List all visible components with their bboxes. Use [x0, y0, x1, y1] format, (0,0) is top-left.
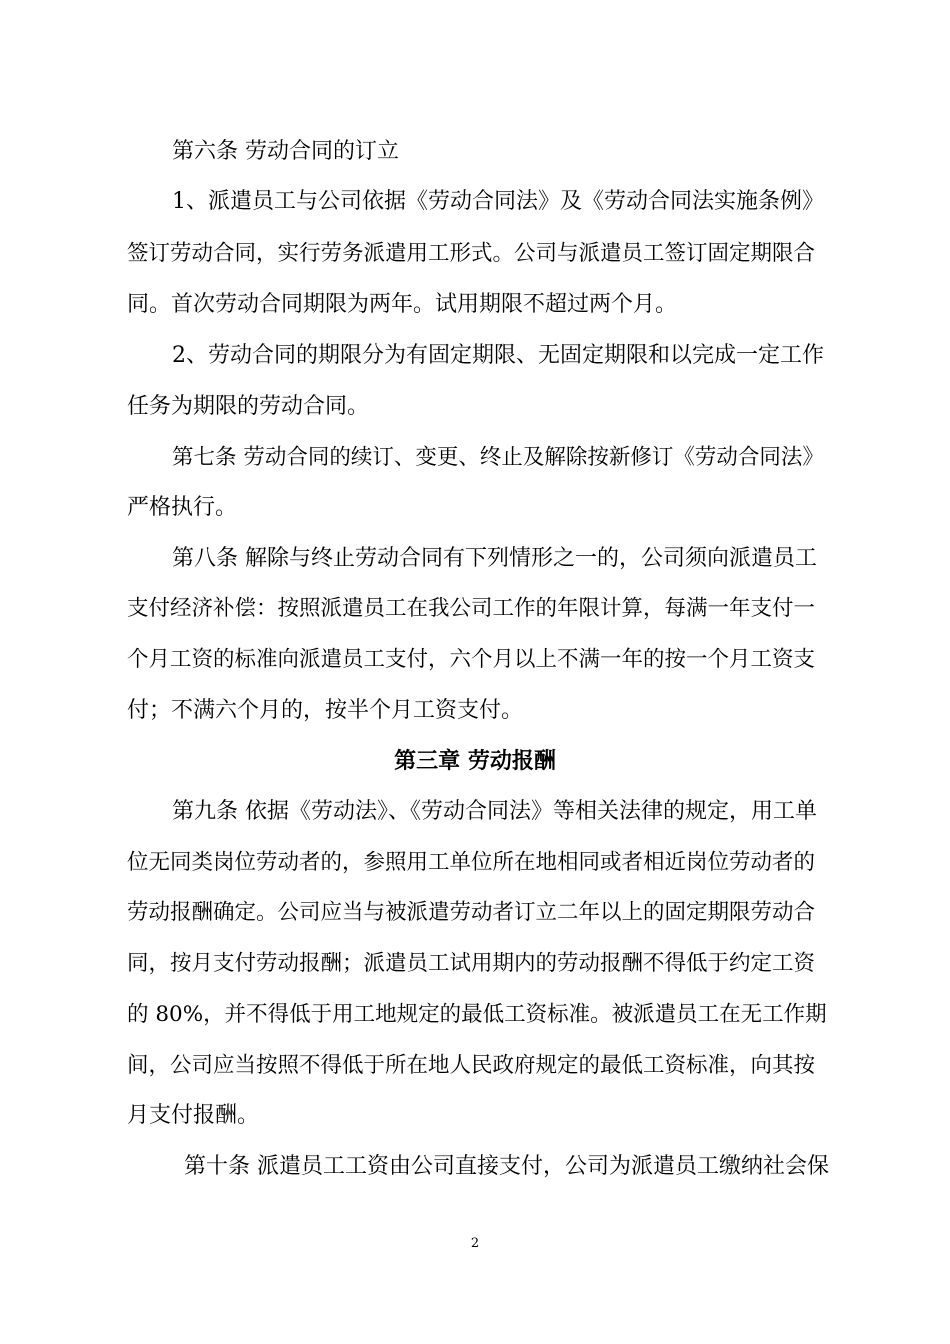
paragraph-line: 个月工资的标准向派遣员工支付，六个月以上不满一年的按一个月工资支	[127, 647, 816, 672]
paragraph-line: 同，按月支付劳动报酬；派遣员工试用期内的劳动报酬不得低于约定工资	[127, 951, 816, 976]
paragraph-line: 付；不满六个月的，按半个月工资支付。	[127, 698, 524, 723]
paragraph-line: 的 80%，并不得低于用工地规定的最低工资标准。被派遣员工在无工作期	[127, 1002, 827, 1027]
paragraph-line: 严格执行。	[127, 495, 238, 520]
chapter-heading: 第三章 劳动报酬	[394, 748, 556, 774]
paragraph-line: 任务为期限的劳动合同。	[127, 394, 370, 419]
article-10-line: 第十条 派遣员工工资由公司直接支付，公司为派遣员工缴纳社会保	[184, 1154, 829, 1179]
article-9-line: 第九条 依据《劳动法》、《劳动合同法》等相关法律的规定，用工单	[172, 799, 817, 824]
article-6-title: 第六条 劳动合同的订立	[172, 139, 399, 164]
article-7-line: 第七条 劳动合同的续订、变更、终止及解除按新修订《劳动合同法》	[172, 445, 824, 470]
article-8-line: 第八条 解除与终止劳动合同有下列情形之一的，公司须向派遣员工	[172, 546, 817, 571]
paragraph-line: 月支付报酬。	[127, 1103, 260, 1128]
paragraph-line: 位无同类岗位劳动者的，参照用工单位所在地相同或者相近岗位劳动者的	[127, 850, 816, 875]
paragraph-line: 间，公司应当按照不得低于所在地人民政府规定的最低工资标准，向其按	[127, 1053, 816, 1078]
paragraph-line: 1、派遣员工与公司依据《劳动合同法》及《劳动合同法实施条例》	[172, 189, 824, 214]
page-number: 2	[470, 1236, 480, 1251]
paragraph-line: 同。首次劳动合同期限为两年。试用期限不超过两个月。	[127, 292, 678, 317]
paragraph-line: 签订劳动合同，实行劳务派遣用工形式。公司与派遣员工签订固定期限合	[127, 241, 816, 266]
paragraph-line: 2、劳动合同的期限分为有固定期限、无固定期限和以完成一定工作	[172, 343, 824, 368]
paragraph-line: 支付经济补偿：按照派遣员工在我公司工作的年限计算，每满一年支付一	[127, 596, 816, 621]
paragraph-line: 劳动报酬确定。公司应当与被派遣劳动者订立二年以上的固定期限劳动合	[127, 900, 816, 925]
